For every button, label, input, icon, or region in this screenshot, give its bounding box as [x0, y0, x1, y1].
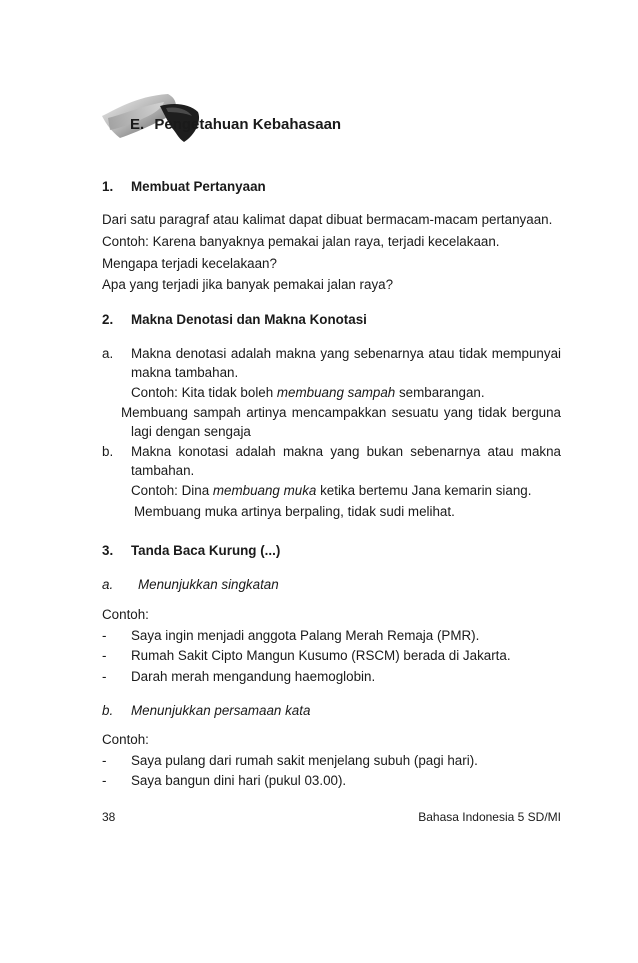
subsection-3-number: 3. — [102, 543, 114, 558]
paragraph-line: Dari satu paragraf atau kalimat dapat dibuat bermacam-macam pertanyaan. — [102, 212, 553, 227]
page-number: 38 — [102, 810, 116, 824]
section-letter: E. — [130, 116, 145, 133]
book-title-footer: Bahasa Indonesia 5 SD/MI — [418, 810, 561, 824]
subsection-2-title: Makna Denotasi dan Makna Konotasi — [131, 312, 367, 327]
list-item-text: Makna denotasi adalah makna yang sebenarnya atau tidak mempunyai — [131, 346, 561, 361]
example-italic: membuang muka — [212, 483, 317, 498]
subsection-1-number: 1. — [102, 179, 114, 194]
sublist-label: Menunjukkan persamaan kata — [131, 703, 311, 718]
example-item: Saya pulang dari rumah sakit menjelang subuh (pagi hari). — [131, 753, 478, 768]
example-line — [131, 384, 485, 402]
list-item-text: Makna konotasi adalah makna yang bukan sebenarnya atau makna — [131, 444, 561, 459]
explanation-line: Membuang muka artinya berpaling, tidak sudi melihat. — [134, 504, 455, 519]
list-marker: a. — [102, 346, 114, 361]
dash-marker: - — [102, 669, 107, 684]
list-marker: b. — [102, 703, 114, 718]
sublist-label: Menunjukkan singkatan — [138, 577, 279, 592]
list-marker: b. — [102, 444, 114, 459]
explanation-line: lagi dengan sengaja — [131, 424, 251, 439]
contoh-label: Contoh: — [102, 607, 149, 622]
example-item: Rumah Sakit Cipto Mangun Kusumo (RSCM) berada di Jakarta. — [131, 648, 511, 663]
example-prefix: Contoh: Dina — [131, 483, 213, 498]
section-heading — [130, 115, 341, 135]
example-item: Darah merah mengandung haemoglobin. — [131, 669, 376, 684]
paragraph-line: Apa yang terjadi jika banyak pemakai jalan raya? — [102, 277, 394, 292]
dash-marker: - — [102, 753, 107, 768]
list-item-text: tambahan. — [131, 463, 195, 478]
dash-marker: - — [102, 773, 107, 788]
example-line — [131, 482, 531, 500]
example-suffix: ketika bertemu Jana kemarin siang. — [316, 483, 532, 498]
list-marker: a. — [102, 577, 114, 592]
subsection-2-number: 2. — [102, 312, 114, 327]
example-item: Saya ingin menjadi anggota Palang Merah Remaja (PMR). — [131, 628, 480, 643]
example-prefix: Contoh: Kita tidak boleh — [131, 385, 277, 400]
example-italic: membuang sampah — [276, 385, 396, 400]
paragraph-line: Mengapa terjadi kecelakaan? — [102, 256, 277, 271]
subsection-1-title: Membuat Pertanyaan — [131, 179, 266, 194]
paragraph-line: Contoh: Karena banyaknya pemakai jalan raya, terjadi kecelakaan. — [102, 234, 500, 249]
example-item: Saya bangun dini hari (pukul 03.00). — [131, 773, 347, 788]
section-title: Pengetahuan Kebahasaan — [154, 116, 342, 133]
explanation-line: Membuang sampah artinya mencampakkan sesuatu yang tidak berguna — [121, 405, 561, 420]
dash-marker: - — [102, 648, 107, 663]
dash-marker: - — [102, 628, 107, 643]
list-item-text: makna tambahan. — [131, 365, 239, 380]
subsection-3-title: Tanda Baca Kurung (...) — [131, 543, 281, 558]
example-suffix: sembarangan. — [395, 385, 485, 400]
contoh-label: Contoh: — [102, 732, 149, 747]
